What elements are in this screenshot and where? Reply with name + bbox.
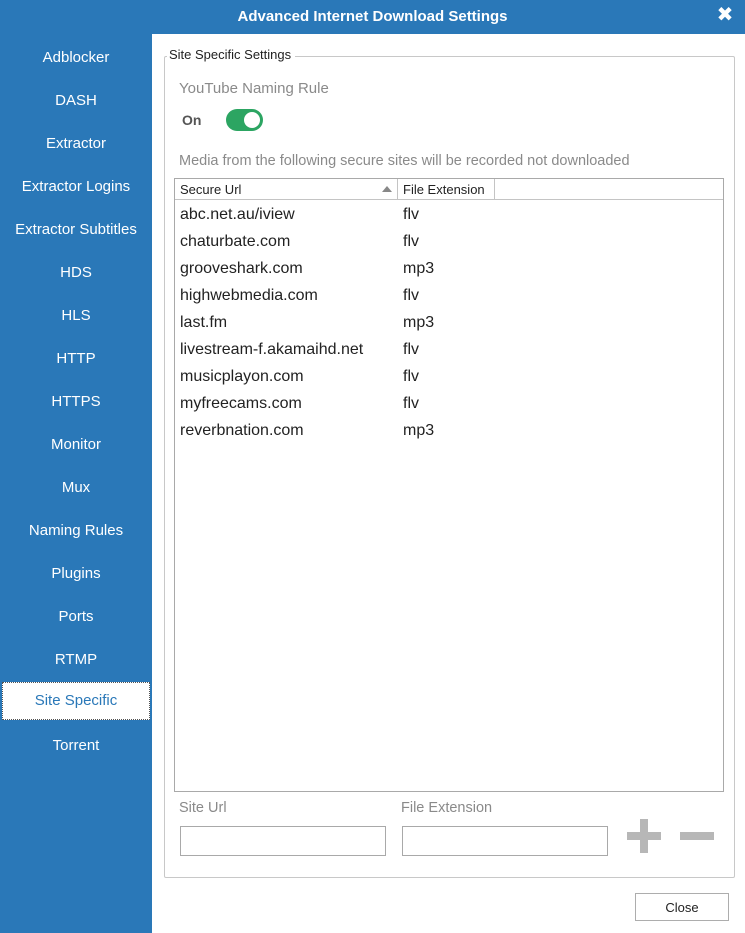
table-header [175,179,723,200]
sidebar-item-dash[interactable]: DASH [55,92,97,109]
table-row[interactable] [175,201,723,228]
sidebar-item-https[interactable]: HTTPS [51,393,101,410]
sidebar-item-hls[interactable]: HLS [61,307,91,324]
cell-secure-url: livestream-f.akamaihd.net [180,341,364,358]
plus-icon[interactable] [627,819,661,853]
sidebar-item-mux[interactable]: Mux [61,479,91,496]
sidebar-item-hds[interactable]: HDS [60,264,92,281]
table-row[interactable] [175,417,723,444]
secure-sites-table[interactable] [174,178,724,792]
sidebar-item-naming-rules[interactable]: Naming Rules [28,522,124,539]
cell-secure-url: last.fm [180,314,228,331]
group-legend: Site Specific Settings [167,47,295,62]
minus-icon-bar [680,832,714,840]
column-header-file-extension[interactable] [398,179,495,200]
cell-secure-url: grooveshark.com [180,260,303,277]
sort-ascending-icon [382,186,392,192]
table-row[interactable] [175,282,723,309]
column-header-label: Secure Url [180,182,242,197]
sidebar-item-torrent[interactable]: Torrent [52,737,100,754]
plus-icon-bar-vertical [640,819,648,853]
sidebar-item-extractor-subtitles[interactable]: Extractor Subtitles [15,221,137,238]
sidebar-item-extractor[interactable]: Extractor [45,135,106,152]
table-row[interactable] [175,390,723,417]
cell-secure-url: highwebmedia.com [180,287,318,304]
toggle-knob [244,112,260,128]
cell-file-extension: mp3 [403,422,435,439]
sidebar-item-monitor[interactable]: Monitor [50,436,102,453]
sidebar-item-adblocker[interactable]: Adblocker [42,49,110,66]
file-extension-input[interactable] [402,826,608,856]
file-extension-label: File Extension [401,800,493,816]
cell-secure-url: chaturbate.com [180,233,291,250]
cell-secure-url: reverbnation.com [180,422,304,439]
sidebar-item-http[interactable]: HTTP [56,350,96,367]
cell-secure-url: abc.net.au/iview [180,206,295,223]
column-header-label: File Extension [403,182,485,197]
cell-secure-url: myfreecams.com [180,395,302,412]
sidebar-item-ports[interactable]: Ports [58,608,94,625]
cell-file-extension: flv [403,395,419,412]
site-url-label: Site Url [179,800,227,816]
title-bar [0,0,745,34]
sidebar-item-site-specific[interactable]: Site Specific [2,682,150,720]
sidebar [0,34,152,933]
close-button[interactable]: Close [635,893,729,921]
toggle-state-label: On [182,112,202,128]
sidebar-item-plugins[interactable]: Plugins [51,565,101,582]
cell-secure-url: musicplayon.com [180,368,304,385]
cell-file-extension: flv [403,368,419,385]
cell-file-extension: mp3 [403,314,435,331]
youtube-naming-rule-label: YouTube Naming Rule [179,80,329,97]
cell-file-extension: flv [403,233,419,250]
cell-file-extension: flv [403,287,419,304]
table-row[interactable] [175,309,723,336]
secure-sites-description: Media from the following secure sites will be recorded not downloaded [179,153,630,169]
table-row[interactable] [175,336,723,363]
window-title: Advanced Internet Download Settings [237,8,508,25]
table-row[interactable] [175,255,723,282]
cell-file-extension: flv [403,206,419,223]
table-row[interactable] [175,363,723,390]
sidebar-item-rtmp[interactable]: RTMP [54,651,98,668]
table-row[interactable] [175,228,723,255]
cell-file-extension: flv [403,341,419,358]
column-header-secure-url[interactable] [175,179,398,200]
close-icon[interactable]: ✖ [716,4,734,26]
minus-icon[interactable] [680,819,714,853]
cell-file-extension: mp3 [403,260,435,277]
site-url-input[interactable] [180,826,386,856]
youtube-naming-rule-toggle[interactable] [226,109,263,131]
sidebar-item-extractor-logins[interactable]: Extractor Logins [21,178,131,195]
